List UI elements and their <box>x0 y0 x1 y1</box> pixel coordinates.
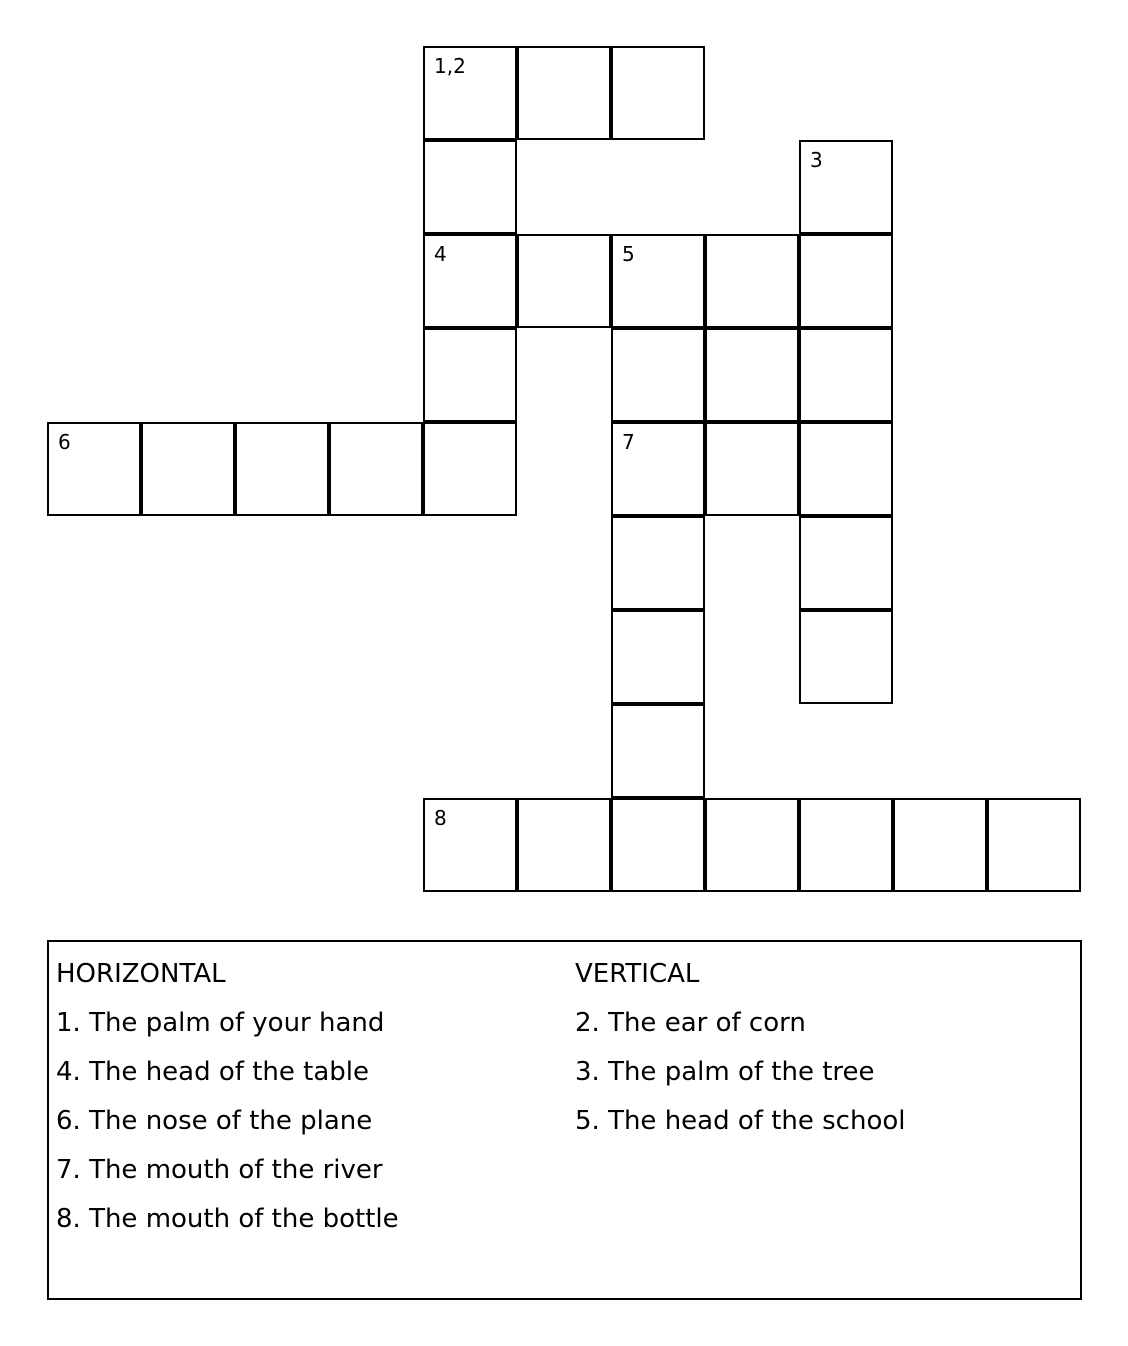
horizontal-clues <box>56 958 399 1244</box>
cell-number-6: 6 <box>58 430 71 454</box>
crossword-cell[interactable] <box>517 798 611 892</box>
crossword-cell[interactable] <box>799 234 893 328</box>
crossword-cell[interactable] <box>611 234 705 328</box>
vertical-heading: VERTICAL <box>575 959 700 989</box>
crossword-cell[interactable] <box>329 422 423 516</box>
crossword-cell[interactable] <box>799 328 893 422</box>
crossword-cell[interactable] <box>987 798 1081 892</box>
horizontal-heading: HORIZONTAL <box>56 959 226 989</box>
crossword-cell[interactable] <box>423 46 517 140</box>
clues-box <box>47 940 1082 1300</box>
cell-number-3: 3 <box>810 148 823 172</box>
cell-number-8: 8 <box>434 806 447 830</box>
cell-number-7: 7 <box>622 430 635 454</box>
clue-item: 8. The mouth of the bottle <box>56 1204 399 1234</box>
crossword-cell[interactable] <box>799 422 893 516</box>
crossword-cell[interactable] <box>611 798 705 892</box>
vertical-clues <box>575 958 905 1146</box>
crossword-cell[interactable] <box>705 234 799 328</box>
clue-item: 1. The palm of your hand <box>56 1008 385 1038</box>
crossword-cell[interactable] <box>611 46 705 140</box>
crossword-cell[interactable] <box>423 422 517 516</box>
clue-item: 3. The palm of the tree <box>575 1057 875 1087</box>
crossword-cell[interactable] <box>423 234 517 328</box>
clue-item: 5. The head of the school <box>575 1106 906 1136</box>
clue-item: 6. The nose of the plane <box>56 1106 373 1136</box>
cell-number-4: 4 <box>434 242 447 266</box>
crossword-cell[interactable] <box>611 422 705 516</box>
crossword-cell[interactable] <box>611 610 705 704</box>
clue-item: 7. The mouth of the river <box>56 1155 383 1185</box>
crossword-cell[interactable] <box>423 140 517 234</box>
crossword-cell[interactable] <box>799 140 893 234</box>
crossword-cell[interactable] <box>611 704 705 798</box>
crossword-cell[interactable] <box>423 328 517 422</box>
crossword-cell[interactable] <box>705 798 799 892</box>
clue-item: 2. The ear of corn <box>575 1008 806 1038</box>
crossword-cell[interactable] <box>611 328 705 422</box>
crossword-cell[interactable] <box>705 328 799 422</box>
crossword-cell[interactable] <box>517 234 611 328</box>
crossword-cell[interactable] <box>799 798 893 892</box>
crossword-cell[interactable] <box>611 516 705 610</box>
crossword-cell[interactable] <box>47 422 141 516</box>
crossword-cell[interactable] <box>235 422 329 516</box>
crossword-cell[interactable] <box>799 516 893 610</box>
cell-number-1-2: 1,2 <box>434 54 466 78</box>
cell-number-5: 5 <box>622 242 635 266</box>
crossword-cell[interactable] <box>893 798 987 892</box>
clue-item: 4. The head of the table <box>56 1057 369 1087</box>
crossword-cell[interactable] <box>517 46 611 140</box>
crossword-cell[interactable] <box>705 422 799 516</box>
crossword-cell[interactable] <box>423 798 517 892</box>
crossword-cell[interactable] <box>799 610 893 704</box>
crossword-cell[interactable] <box>141 422 235 516</box>
